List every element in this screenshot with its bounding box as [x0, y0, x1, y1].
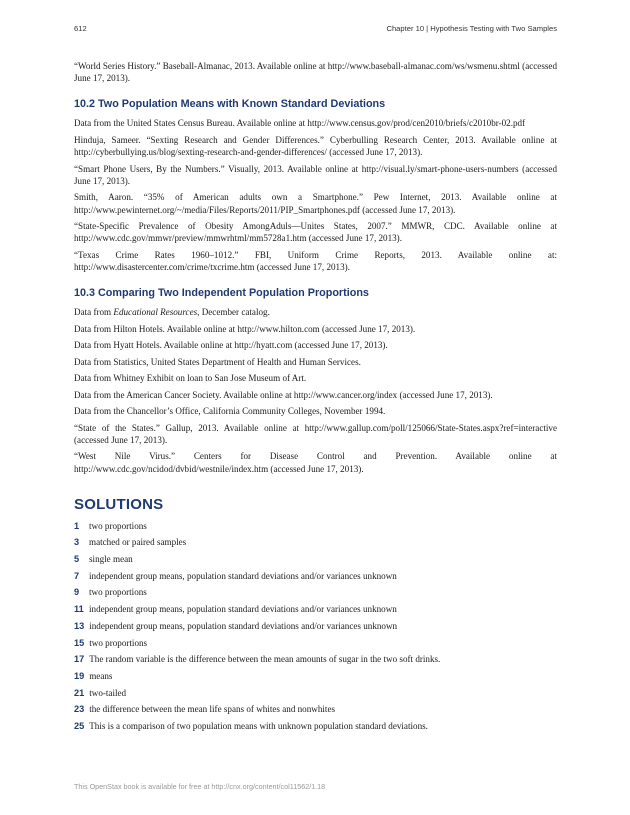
chapter-title: Chapter 10 | Hypothesis Testing with Two Samples [386, 24, 557, 33]
reference: Data from the Chancellor’s Office, California Community Colleges, November 1994. [74, 406, 386, 417]
solution-item [74, 587, 557, 599]
reference: Data from the American Cancer Society. Available online at http://www.cancer.org/index (accessed June 17, 2013). [74, 389, 493, 400]
solution-item [74, 671, 557, 683]
reference: Hinduja, Sameer. “Sexting Research and Gender Differences.” Cyberbulling Research Center, 2013. Available online at http://cyberbullying.us/blog/sexting-research-and-gender-differences/ (accessed June 17, 2013). [74, 134, 557, 158]
page-number: 612 [74, 24, 87, 33]
section-heading: 10.2 Two Population Means with Known Standard Deviations [74, 98, 386, 111]
solution-number: 23 [74, 704, 85, 715]
solution-item [74, 521, 557, 533]
reference: “World Series History.” Baseball-Almanac, 2013. Available online at http://www.baseball-almanac.com/ws/wsmenu.shtml (accessed June 17, 2013). [74, 61, 557, 84]
reference: Data from Whitney Exhibit on loan to San Jose Museum of Art. [74, 373, 307, 384]
solution-number: 9 [74, 587, 80, 598]
reference [74, 306, 557, 318]
solution-text: independent group means, population standard deviations and/or variances unknown [89, 570, 397, 581]
solution-number: 17 [74, 654, 85, 665]
reference: Data from Hyatt Hotels. Available online at http://hyatt.com (accessed June 17, 2013). [74, 340, 388, 351]
reference: “West Nile Virus.” Centers for Disease Control and Prevention. Available online at http://www.cdc.gov/ncidod/dvbid/westnile/index.htm (accessed June 17, 2013). [74, 451, 557, 474]
solution-item [74, 721, 557, 733]
reference: “State of the States.” Gallup, 2013. Available online at http://www.gallup.com/poll/125066/State-States.aspx?ref=interactive (accessed June 17, 2013). [74, 422, 557, 445]
solution-number: 7 [74, 570, 80, 581]
solution-number: 1 [74, 520, 80, 531]
solution-item [74, 638, 557, 650]
solution-number: 13 [74, 620, 85, 631]
reference: Data from Hilton Hotels. Available online at http://www.hilton.com (accessed June 17, 2013). [74, 323, 416, 334]
solution-text: single mean [89, 554, 133, 565]
solutions-heading: SOLUTIONS [74, 495, 164, 513]
solution-number: 19 [74, 670, 85, 681]
solutions-list [74, 521, 557, 733]
solution-text: The random variable is the difference between the mean amounts of sugar in the two soft drinks. [89, 654, 441, 665]
solution-number: 5 [74, 554, 80, 565]
solution-item [74, 654, 557, 666]
solution-item [74, 621, 557, 633]
solution-number: 25 [74, 720, 85, 731]
reference: “Texas Crime Rates 1960–1012.” FBI, Uniform Crime Reports, 2013. Available online at: http://www.disastercenter.com/crime/txcrime.htm (accessed June 17, 2013). [74, 249, 557, 272]
solution-item [74, 704, 557, 716]
solution-item [74, 571, 557, 583]
reference: Data from the United States Census Bureau. Available online at http://www.census.gov/prod/cen2010/briefs/c2010br-02.pdf [74, 118, 526, 129]
reference-italic-title: Educational Resources [113, 307, 198, 318]
reference: Smith, Aaron. “35% of American adults own a Smartphone.” Pew Internet, 2013. Available online at http://www.pewinternet.org/~/media/Files/Reports/2011/PIP_Smartphones.pdf (accessed June 17, 2013). [74, 192, 557, 215]
solution-number: 11 [74, 604, 84, 615]
reference: Data from Statistics, United States Department of Health and Human Services. [74, 356, 361, 367]
solution-item [74, 537, 557, 549]
solution-text: two-tailed [89, 687, 127, 698]
solution-text: means [89, 670, 113, 681]
solution-number: 21 [74, 687, 85, 698]
solution-text: independent group means, population standard deviations and/or variances unknown [89, 604, 397, 615]
solution-text: This is a comparison of two population means with unknown population standard deviations. [89, 720, 428, 731]
section-heading: 10.3 Comparing Two Independent Population Proportions [74, 287, 369, 300]
solution-item [74, 554, 557, 566]
solution-text: matched or paired samples [89, 537, 187, 548]
page-header [74, 24, 557, 33]
reference: “Smart Phone Users, By the Numbers.” Visually, 2013. Available online at http://visual.ly/smart-phone-users-numbers (accessed June 17, 2013). [74, 163, 557, 186]
page-footer: This OpenStax book is available for free at http://cnx.org/content/col11562/1.18 [74, 782, 326, 791]
solution-text: two proportions [89, 520, 147, 531]
solution-text: two proportions [89, 637, 148, 648]
solution-item [74, 688, 557, 700]
page-content [74, 60, 557, 738]
solution-number: 3 [74, 537, 80, 548]
reference-prefix: Data from [74, 307, 114, 318]
solution-text: the difference between the mean life spans of whites and nonwhites [89, 704, 336, 715]
solution-item [74, 604, 557, 616]
solution-text: independent group means, population standard deviations and/or variances unknown [89, 620, 398, 631]
reference: “State-Specific Prevalence of Obesity AmongAduls—Unites States, 2007.” MMWR, CDC. Available online at http://www.cdc.gov/mmwr/preview/mmwrhtml/mm5728a1.htm (accessed June 17, 2013). [74, 221, 557, 244]
solution-text: two proportions [89, 587, 147, 598]
reference-suffix: , December catalog. [197, 307, 270, 318]
solution-number: 15 [74, 637, 85, 648]
